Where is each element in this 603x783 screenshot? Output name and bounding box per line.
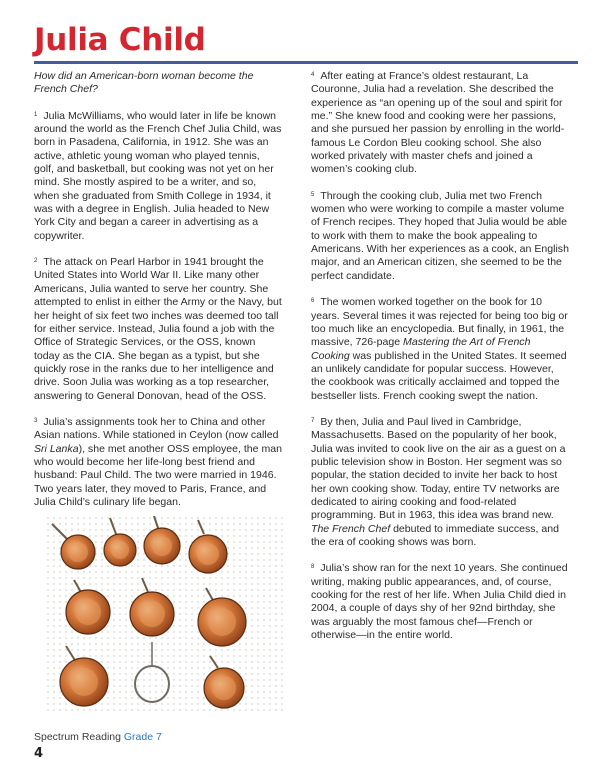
left-column [34,70,282,522]
title-underline [34,61,578,64]
paragraph-number: 5 [311,191,315,198]
paragraph-3 [34,416,282,509]
paragraph-2 [34,256,282,403]
page-title: Julia Child [34,22,206,58]
paragraph-text-cont: ), she met another OSS employee, the man who would become her life-long best friend and husband: Paul Child. The two were married in 1946. Two years later, they moved to Paris, France, and Julia Child’s culinary life began. [34,442,282,508]
paragraph-8 [311,562,569,642]
paragraph-text: Through the cooking club, Julia met two French women who were working to compile a master volume of French recipes. They hoped that Julia would be able to work with them to make the book appealing to Americans. With her experiences as a cook, an English major, and an American citizen, she seemed to be the perfect candidate. [311,189,569,282]
right-column [311,70,569,655]
paragraph-text: Julia’s show ran for the next 10 years. She continued writing, making public appearances, and, of course, cooking for the rest of her life. When Julia Child died in 2004, a couple of days shy of her 92nd birthday, she was arguably the most famous chef—French or otherwise—in the entire world. [311,562,568,642]
paragraph-text: After eating at France’s oldest restaurant, La Couronne, Julia had a revelation. She described the experience as “an opening up of the soul and spirit for me.” She knew food and cooking were her passions, and she pursued her passion by enrolling in the world-famous Le Cordon Bleu cooking school. She also worked privately with master chefs and joined a women’s cooking club. [311,70,565,176]
grade-label: Grade 7 [123,731,162,743]
paragraph-1 [34,110,282,243]
italic-term: Sri Lanka [34,442,79,455]
paragraph-number: 4 [311,72,315,78]
paragraph-text: The attack on Pearl Harbor in 1941 brought the United States into World War II. Like many other Americans, Julia wanted to serve her country. She attempted to enlist in either the Army or the Navy, but her height of six feet two inches was deemed too tall for either service. Instead, Julia found a job with the Office of Strategic Services, or the OSS, known today as the CIA. She began as a typist, but she quickly rose in the ranks due to her intelligence and drive. Soon Julia was working as a top researcher, answering to General Donovan, head of the OSS. [34,256,282,402]
paragraph-text: By then, Julia and Paul lived in Cambridge, Massachusetts. Based on the popularity of her book, Julia was invited to cook live on the air as a guest on a public television show in Boston. Her segment was so popular, the station decided to invite her back to host her own cooking show. Today, entire TV networks are dedicated to airing cooking and food-related programming. But in 1963, this idea was brand new. [311,415,566,522]
paragraph-number: 3 [34,417,38,424]
footer-series [34,731,162,743]
italic-title: The French Chef [311,522,391,535]
copper-pots-illustration [46,516,286,712]
paragraph-6 [311,296,569,403]
series-name: Spectrum Reading [34,731,124,743]
paragraph-7 [311,416,569,549]
paragraph-4 [311,70,569,177]
paragraph-number: 2 [34,258,38,265]
paragraph-number: 6 [311,298,315,305]
paragraph-text-cont: debuted to immediate success, and the era of cooking shows was born. [311,522,559,548]
paragraph-number: 8 [311,564,315,571]
italic-title: Mastering the Art of French Cooking [311,336,531,362]
paragraph-number: 7 [311,417,315,424]
paragraph-text: Julia’s assignments took her to China and other Asian nations. While stationed in Ceylon (now called [34,415,279,442]
page-number: 4 [34,746,44,761]
intro-question: How did an American-born woman become the French Chef? [34,70,254,96]
paragraph-text: The women worked together on the book for 10 years. Several times it was rejected for being too big or too much like an encyclopedia. But finally, in 1961, the massive, 726-page [311,296,568,349]
paragraph-number: 1 [34,111,38,118]
paragraph-text: Julia McWilliams, who would later in life be known around the world as the French Chef Julia Child, was born in Pasadena, California, in 1912. She was an active, athletic young woman who played tennis, golf, and basketball, but cooking was not yet on her mind. She mostly aspired to be a writer, and so, when she graduated from Smith College in 1934, it was with a degree in English. Julia headed to New York City and began a career in advertising as a copywriter. [34,109,282,242]
paragraph-5 [311,190,569,283]
paragraph-text-cont: was published in the United States. It seemed an unlikely candidate for popular success. However, the cookbook was critically acclaimed and topped the bestseller lists. French cooking swept the nation. [311,349,567,402]
